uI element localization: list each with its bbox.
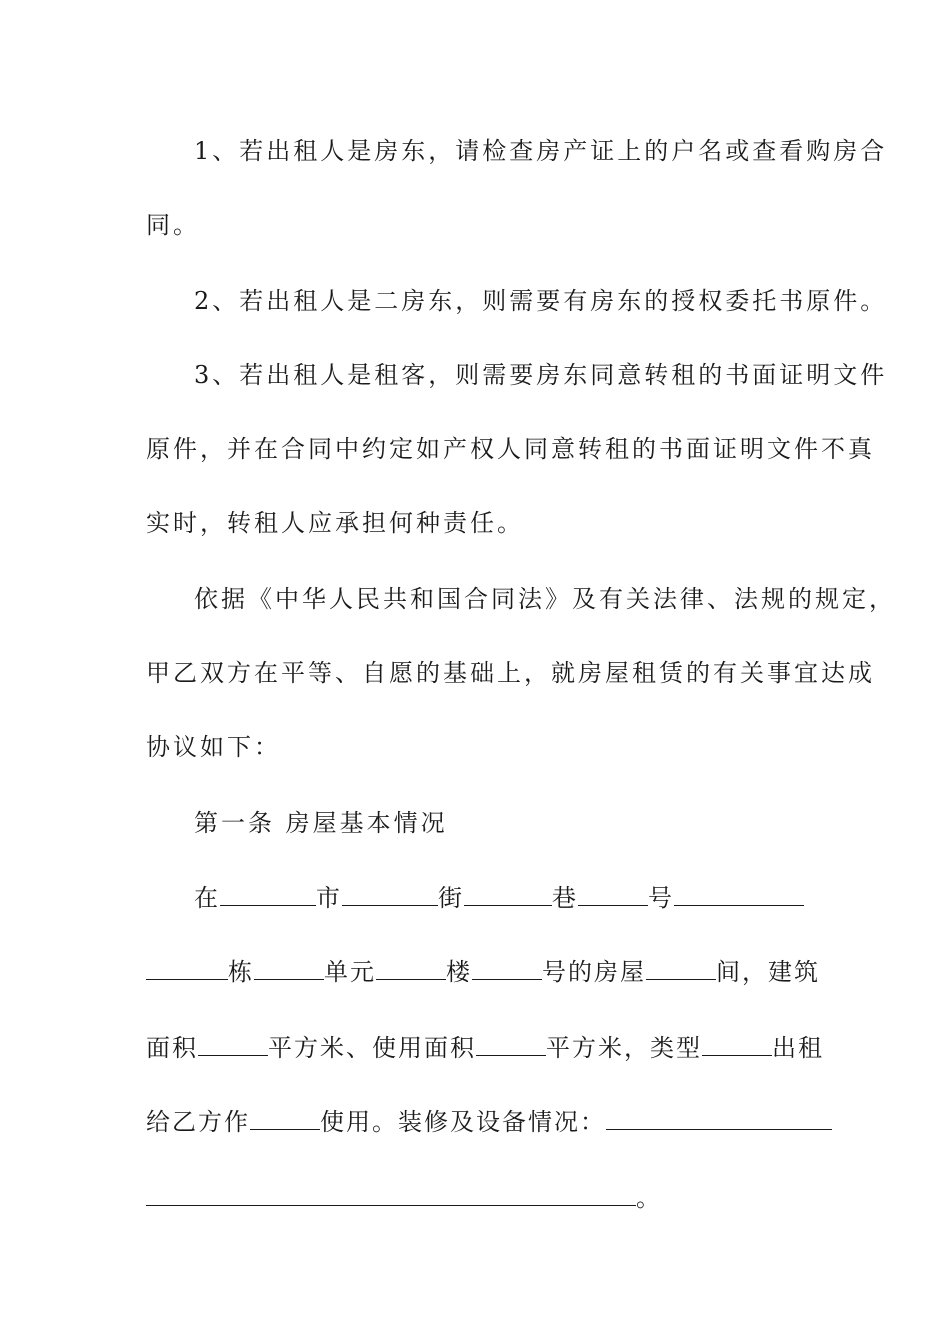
form-line-5 — [146, 1183, 663, 1213]
blank-street[interactable] — [342, 883, 438, 906]
label-for-use: 给乙方作 — [146, 1108, 250, 1136]
blank-rooms[interactable] — [646, 957, 716, 980]
form-line-2 — [146, 957, 820, 987]
article-1-title: 第一条 房屋基本情况 — [194, 809, 448, 837]
label-floor: 楼 — [446, 958, 472, 986]
paragraph-1-line-2: 同。 — [146, 211, 200, 239]
label-street: 街 — [438, 884, 464, 912]
form-line-4 — [146, 1107, 832, 1137]
blank-room-number[interactable] — [472, 957, 542, 980]
paragraph-1-line-1: 1、若出租人是房东，请检查房产证上的户名或查看购房合 — [194, 137, 888, 165]
label-building: 栋 — [228, 958, 254, 986]
label-equipment: 使用。装修及设备情况： — [320, 1108, 606, 1136]
label-rent-out: 出租 — [772, 1034, 824, 1062]
label-room: 号的房屋 — [542, 958, 646, 986]
paragraph-3-line-2: 原件，并在合同中约定如产权人同意转租的书面证明文件不真 — [146, 435, 875, 463]
label-area: 面积 — [146, 1034, 198, 1062]
blank-usable-area[interactable] — [476, 1033, 546, 1056]
label-in: 在 — [194, 884, 220, 912]
paragraph-2-line-1: 2、若出租人是二房东，则需要有房东的授权委托书原件。 — [194, 287, 888, 315]
blank-lane[interactable] — [464, 883, 552, 906]
label-city: 市 — [316, 884, 342, 912]
blank-number-ext[interactable] — [674, 883, 804, 906]
blank-number[interactable] — [578, 883, 648, 906]
label-construction: 间，建筑 — [716, 958, 820, 986]
label-type: 平方米，类型 — [546, 1034, 702, 1062]
blank-build-area[interactable] — [198, 1033, 268, 1056]
blank-floor[interactable] — [376, 957, 446, 980]
blank-usage[interactable] — [250, 1107, 320, 1130]
blank-unit[interactable] — [254, 957, 324, 980]
label-lane: 巷 — [552, 884, 578, 912]
blank-equipment[interactable] — [606, 1107, 832, 1130]
blank-city[interactable] — [220, 883, 316, 906]
paragraph-4-line-1: 依据《中华人民共和国合同法》及有关法律、法规的规定， — [194, 585, 896, 613]
form-line-3 — [146, 1033, 824, 1063]
blank-equipment-cont[interactable] — [146, 1183, 636, 1206]
label-end: 。 — [636, 1184, 663, 1212]
form-line-1 — [194, 883, 804, 913]
blank-building[interactable] — [146, 957, 228, 980]
label-unit: 单元 — [324, 958, 376, 986]
label-usable-area: 平方米、使用面积 — [268, 1034, 476, 1062]
paragraph-3-line-3: 实时，转租人应承担何种责任。 — [146, 509, 524, 537]
label-number: 号 — [648, 884, 674, 912]
paragraph-3-line-1: 3、若出租人是租客，则需要房东同意转租的书面证明文件 — [194, 361, 888, 389]
paragraph-4-line-2: 甲乙双方在平等、自愿的基础上，就房屋租赁的有关事宜达成 — [146, 659, 875, 687]
blank-type[interactable] — [702, 1033, 772, 1056]
paragraph-4-line-3: 协议如下： — [146, 733, 281, 761]
